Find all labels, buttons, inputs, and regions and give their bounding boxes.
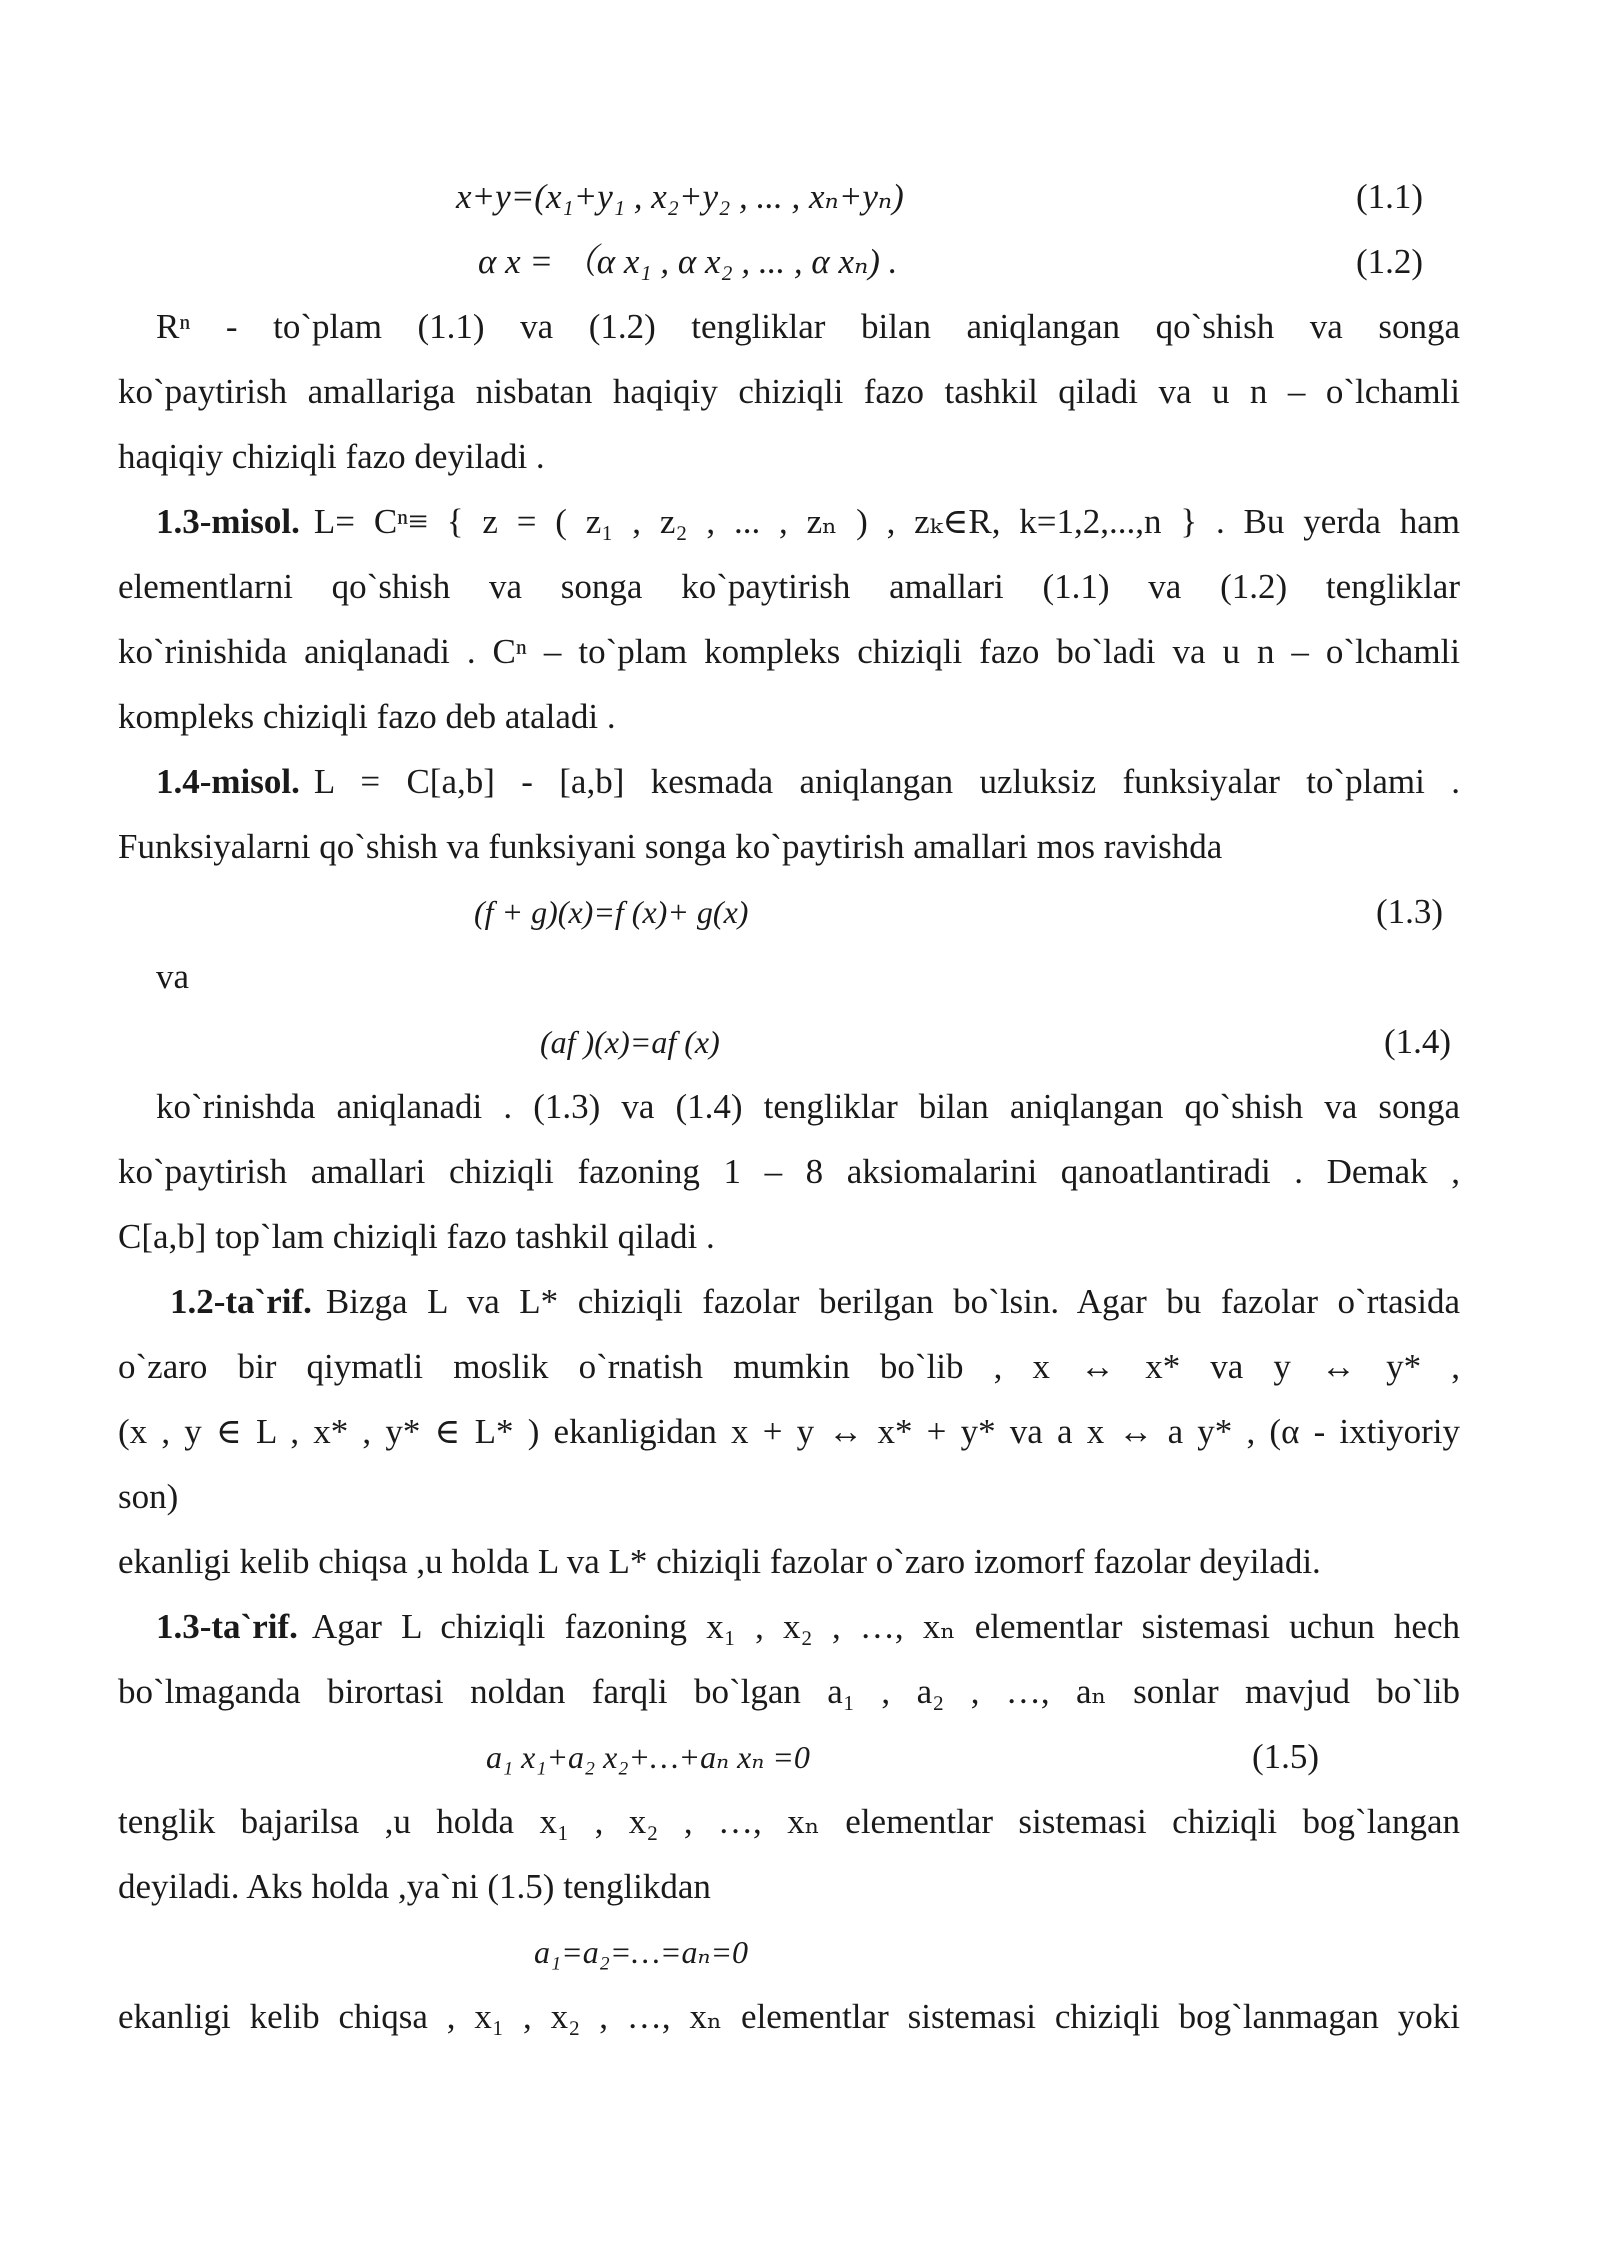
text-line: elementlarni qo`shish va songa ko`paytirish amallari (1.1) va (1.2) tengliklar [118, 567, 1460, 606]
text-line: ko`rinishida aniqlanadi . Cⁿ – to`plam kompleks chiziqli fazo bo`ladi va u n – o`lchamli [118, 632, 1460, 671]
text-line: Agar L chiziqli fazoning x₁ , x₂ , …, xₙ elementlar sistemasi uchun hech [311, 1607, 1460, 1646]
definition-1-2-line [170, 1277, 1460, 1327]
text-line: (x , y ∈ L , x* , y* ∈ L* ) ekanligidan x + y ↔ x* + y* va a x ↔ a y* , (α - ixtiyoriy [118, 1412, 1460, 1451]
text-line: tenglik bajarilsa ,u holda x₁ , x₂ , …, xₙ elementlar sistemasi chiziqli bog`langan [118, 1802, 1460, 1841]
example-1-3-line [156, 497, 1460, 547]
definition-1-3-label: 1.3-ta`rif. [156, 1607, 298, 1646]
text-line: Funksiyalarni qo`shish va funksiyani songa ko`paytirish amallari mos ravishda [118, 827, 1223, 866]
example-1-4-line [156, 757, 1460, 807]
equation-1-2-number: (1.2) [1356, 242, 1424, 281]
text-line: ekanligi kelib chiqsa , x₁ , x₂ , …, xₙ elementlar sistemasi chiziqli bog`lanmagan yoki [118, 1997, 1460, 2036]
text-line: haqiqiy chiziqli fazo deyiladi . [118, 437, 545, 476]
text-line: ekanligi kelib chiqsa ,u holda L va L* chiziqli fazolar o`zaro izomorf fazolar deyiladi. [118, 1542, 1321, 1581]
text-line: C[a,b] top`lam chiziqli fazo tashkil qiladi . [118, 1217, 715, 1256]
definition-1-2-label: 1.2-ta`rif. [170, 1282, 312, 1321]
text-line: son) [118, 1477, 179, 1516]
text-line: bo`lmaganda birortasi noldan farqli bo`lgan a₁ , a₂ , …, aₙ sonlar mavjud bo`lib [118, 1672, 1460, 1711]
example-1-4-label: 1.4-misol. [156, 762, 300, 801]
equation-1-4: (af )(x)=af (x) [540, 1024, 720, 1060]
equation-1-5: a₁ x₁+a₂ x₂+…+aₙ xₙ =0 [486, 1739, 810, 1775]
equation-1-1-number: (1.1) [1356, 177, 1424, 216]
text-line: L = C[a,b] - [a,b] kesmada aniqlangan uzluksiz funksiyalar to`plami . [313, 762, 1460, 801]
text-line: ko`paytirish amallari chiziqli fazoning 1 – 8 aksiomalarini qanoatlantiradi . Demak , [118, 1152, 1460, 1191]
equation-1-3-number: (1.3) [1376, 892, 1444, 931]
text-line: ko`paytirish amallariga nisbatan haqiqiy chiziqli fazo tashkil qiladi va u n – o`lchamli [118, 372, 1460, 411]
text-line: Bizga L va L* chiziqli fazolar berilgan bo`lsin. Agar bu fazolar o`rtasida [325, 1282, 1460, 1321]
text-line: deyiladi. Aks holda ,ya`ni (1.5) tenglikdan [118, 1867, 711, 1906]
equation-1-2: α x = （α x₁ , α x₂ , ... , α xₙ) . [478, 242, 898, 281]
text-line: kompleks chiziqli fazo deb ataladi . [118, 697, 616, 736]
text-line: va [156, 957, 190, 996]
text-line: Rⁿ - to`plam (1.1) va (1.2) tengliklar bilan aniqlangan qo`shish va songa [156, 307, 1460, 346]
equation-coefficients-zero: a₁=a₂=…=aₙ=0 [534, 1934, 749, 1970]
equation-1-3: (f + g)(x)=f (x)+ g(x) [474, 894, 749, 930]
text-line: ko`rinishda aniqlanadi . (1.3) va (1.4) tengliklar bilan aniqlangan qo`shish va songa [156, 1087, 1460, 1126]
text-line: o`zaro bir qiymatli moslik o`rnatish mumkin bo`lib , x ↔ x* va y ↔ y* , [118, 1347, 1460, 1386]
definition-1-3-line [156, 1602, 1460, 1652]
text-line: L= Cⁿ≡ { z = ( z₁ , z₂ , ... , zₙ ) , zₖ∈R, k=1,2,...,n } . Bu yerda ham [313, 502, 1460, 541]
equation-1-5-number: (1.5) [1252, 1737, 1320, 1776]
equation-1-1: x+y=(x₁+y₁ , x₂+y₂ , ... , xₙ+yₙ) [456, 177, 904, 216]
equation-1-4-number: (1.4) [1384, 1022, 1452, 1061]
example-1-3-label: 1.3-misol. [156, 502, 300, 541]
